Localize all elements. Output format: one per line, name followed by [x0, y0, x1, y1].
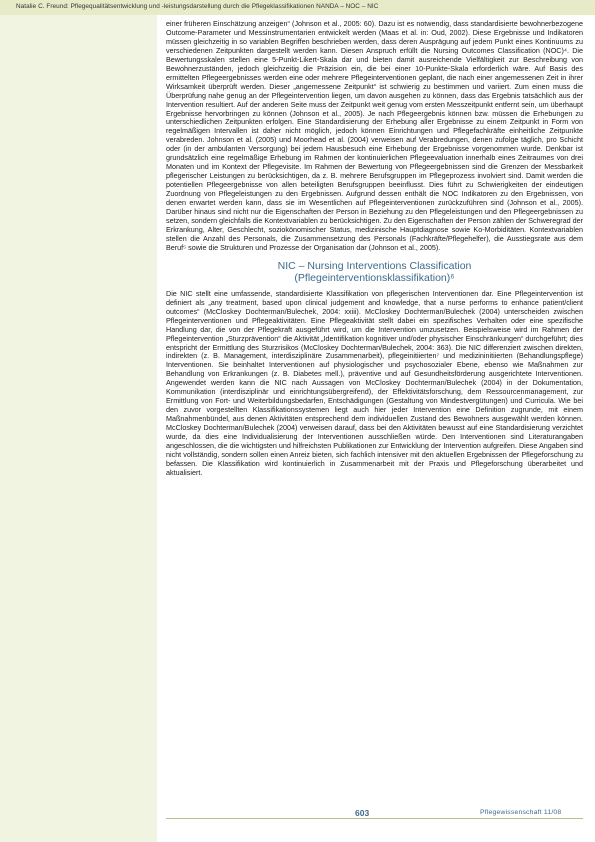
section-heading-subline: (Pflegeinterventionsklassifikation)⁶ — [294, 271, 455, 284]
journal-reference: Pflegewissenschaft 11/08 — [480, 809, 562, 816]
page-number: 603 — [352, 808, 372, 818]
running-header-bar — [0, 0, 595, 15]
article-body — [166, 20, 583, 478]
section-heading-line: NIC – Nursing Interventions Classification — [277, 259, 472, 272]
body-paragraph: Die NIC stellt eine umfassende, standardisierte Klassifikation von pflegerischen Interventionen dar. Eine Pflegeintervention ist definiert als „any treatment, based upon clinical judgement and knowledge, that a nurse performs to enhance patient/client outcomes“ (McCloskey Dochterman/Bulechek, 2004: xxiii). McCloskey Dochterman/Bulechek (2004) unterscheiden zwischen Pflegeinterventionen und Pflegeaktivitäten. Eine Pflegeaktivität stellt dabei ein spezifisches Verhalten oder eine spezifische Handlung dar, die von der Pflegekraft ausgeführt wird, um die Intervention umzusetzen. Beispielsweise wird im Rahmen der Pflegeintervention „Sturzprävention“ die Aktivität „Identifikation kognitiver und/oder physischer Einschränkungen“ durchgeführt; dies entspricht der Ermittlung des Sturzrisikos (McCloskey Dochterman/Bulechek, 2004: 363). Die NIC differenziert zwischen direkten, indirekten (z. B. Management, interdisziplinäre Zusammenarbeit), pflegeinitiierten⁷ und medizininitiierten (Behandlungspflege) Interventionen. Sie beinhaltet Interventionen auf physiologischer und psychosozialer Ebene, ebenso wie Maßnahmen zur Behandlung von Erkrankungen (z. B. Diabetes mell.), präventive und auf Gesundheitsförderung ausgerichtete Interventionen. Angewendet werden kann die NIC nach Aussagen von McCloskey Dochterman/Bulechek (2004) in der Dokumentation, Kommunikation (interdisziplinär und einrichtungsübergreifend), der Effektivitätsforschung, dem Ressourcenmanagement, zur Ermittlung von Fort- und Weiterbildungsbedarfen, Entschädigungen (Gestaltung von Mindestvergütungen) und Curricula. Wie bei den zuvor vorgestellten Klassifikationssystemen liegt auch hier jeder Intervention eine Definition zugrunde, mit einem Maßnahmenbündel, aus denen Aktivitäten entsprechend dem individuellen Zustand des Bewohners ausgewählt werden können. McCloskey Dochterman/Bulechek (2004) verweisen darauf, dass bei den Aktivitäten bewusst auf eine Standardisierung verzichtet wurde, da dies eine Individualisierung der Interventionen ausschließen würde. Den Interventionen sind Literaturangaben angeschlossen, die die wichtigsten und hilfreichsten Publikationen zur Entwicklung der Intervention aufgreifen. Diese Angaben sind nicht vollständig, sondern sollen einen Anreiz bieten, sich fachlich intensiver mit den aktuellen Ergebnissen der Pflegeforschung zu befassen. Die Klassifikation wird kontinuierlich in Zusammenarbeit mit der Praxis und Pflegeforschung überarbeitet und aktualisiert. — [166, 288, 583, 477]
section-heading — [166, 260, 583, 284]
footer-rule — [166, 818, 583, 819]
running-title: Natalie C. Freund: Pflegequalitätsentwicklung und -leistungsdarstellung durch die Pflegeklassifikationen NANDA – NOC – NIC — [16, 3, 379, 10]
body-paragraph: einer früheren Einschätzung anzeigen“ (Johnson et al., 2005: 60). Dazu ist es notwendig, dass standardisierte bewohnerbezogene Outcome-Parameter und Messinstrumentarien entwickelt werden (Maas et al. in: Oud, 2002). Diese Ergebnisse und Indikatoren müssen gleichzeitig in so variablen Begriffen beschrieben werden, dass deren Ausprägung auf jedem Punkt eines Kontinuums zu verschiedenen Zeitpunkten dargestellt werden kann. Diesen Anspruch erfüllt die Nursing Outcomes Classification (NOC)⁴. Die Bewertungsskalen stellen eine 5-Punkt-Likert-Skala dar und bieten damit ausreichende Vielfältigkeit zur Beschreibung von Bewohnerzuständen, jedoch gleichzeitig die Präzision ein, die bei einer 10-Punkte-Skala erforderlich wäre. Auf Basis des ermittelten Pflegeergebnisses werden eine oder mehrere Pflegeinterventionen geplant, die nach einer angemessenen Zeit in ihrer Wirksamkeit überprüft werden. Dieser „angemessene Zeitpunkt“ ist schwierig zu bestimmen und variiert. Zum einen muss die Überprüfung nahe genug an der Pflegeintervention liegen, um davon ausgehen zu können, dass das Ergebnis tatsächlich aus der Intervention resultiert. Auf der anderen Seite muss der Zeitpunkt weit genug vom ersten Messzeitpunkt entfernt sein, um überhaupt Ergebnisse hervorbringen zu können (Johnson et al., 2005). Je nach Pflegeergebnis können bzw. müssen die Erhebungen zu unterschiedlichen Zeitpunkten erfolgen. Eine Standardisierung der Erhebung aller Ergebnisse zu einem Zeitpunkt in Form von regelmäßigen Intervallen ist daher nicht möglich, jedoch können Einrichtungen und Pflegefachkräfte einheitliche Zeitpunkte verabreden. Johnson et al. (2005) und Moorhead et al. (2004) verweisen auf Verabredungen, denen zufolge täglich, pro Schicht oder (in der ambulanten Versorgung) bei jedem Hausbesuch eine Erhebung der Ergebnisse vorgenommen wurde. Denkbar ist grundsätzlich eine regelmäßige Erhebung im Rahmen der kontinuierlichen Pflegeevaluation innerhalb eines Zeitraumes von drei Monaten und im Kontext der Pflegevisite. Im Rahmen der Bewertung von Pflegeergebnissen sind die Grenzen der Messbarkeit pflegerischer Leistungen zu berücksichtigen, da z. B. mehrere Berufsgruppen im Pflegeprozess involviert sind. Damit werden die potentiellen Pflegeergebnisse von allen beteiligten Berufsgruppen beeinflusst. Dies führt zu Schwierigkeiten der eindeutigen Zuordnung von Pflegeleistungen zu den Ergebnissen. Aufgrund dessen enthält die NOC Indikatoren zu den Ergebnissen, von denen erwartet werden kann, dass sie im Wesentlichen auf Pflegeinterventionen zurückzuführen sind (Johnson et al., 2005). Darüber hinaus sind nicht nur die Eigenschaften der Person in Beziehung zu den Pflegeleistungen und den Pflegeergebnissen zu setzen, sondern gleichfalls die Kontextvariablen zu berücksichtigen. Zu den Eigenschaften der Person zählen der Schweregrad der Erkrankung, Alter, Geschlecht, soziokönomischer Status, medizinische Hauptdiagnose sowie Ko-Morbiditäten. Kontextvariablen stellen die Anzahl des Personals, die Zusammensetzung des Personals (Fachkräfte/Pflegehelfer), die Ausstiegsrate aus dem Beruf⁵ sowie die Strukturen und Prozesse der Organisation dar (Johnson et al., 2005). — [166, 19, 583, 252]
decorative-margin-band — [0, 15, 157, 842]
